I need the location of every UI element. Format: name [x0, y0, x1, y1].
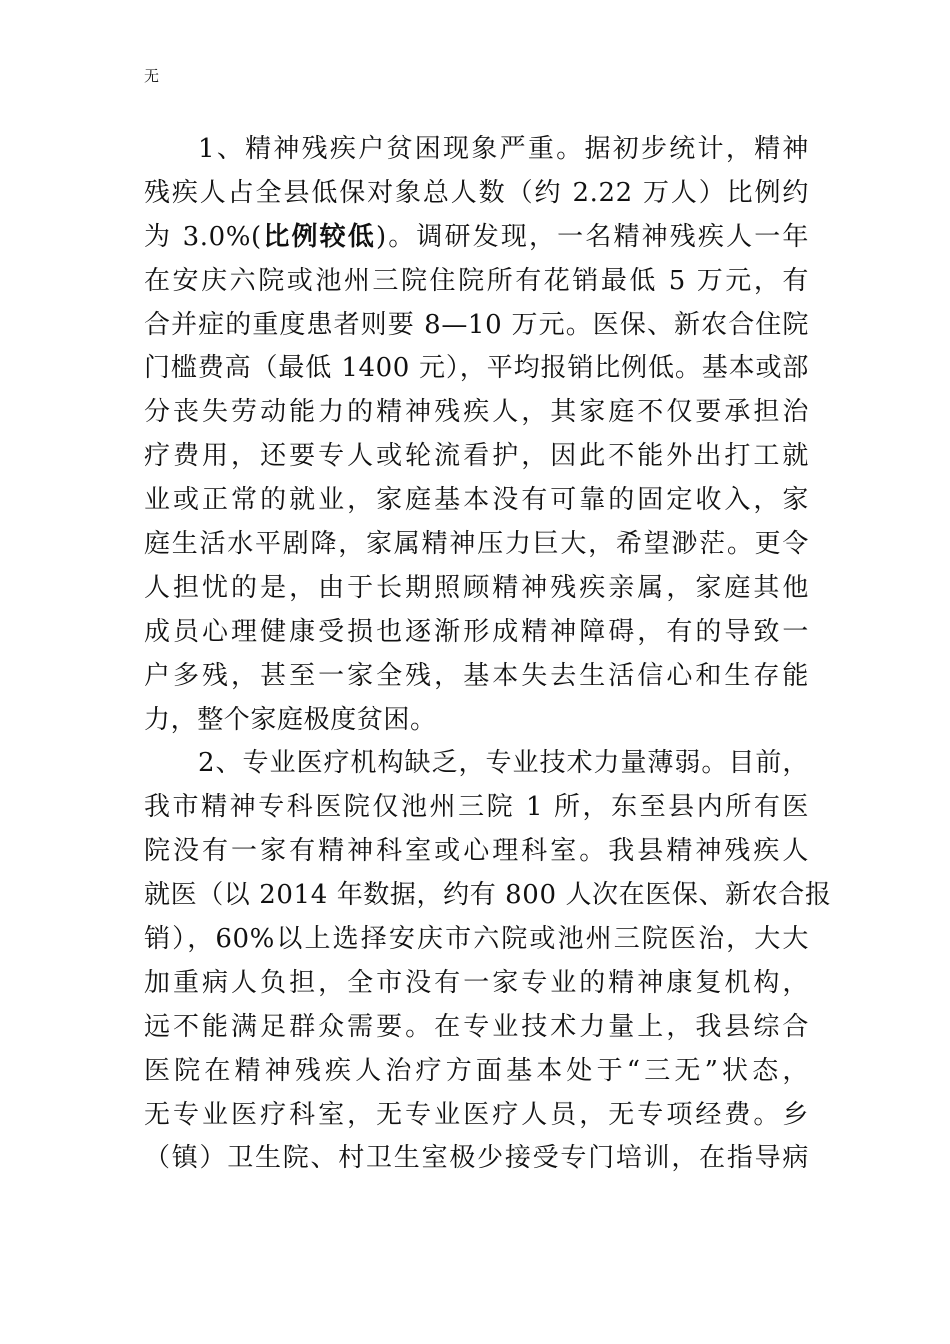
paragraph-1-line-6: 门槛费高（最低 1400 元），平均报销比例低。基本或部 — [144, 353, 809, 384]
paragraph-2-line-9: 无专业医疗科室，无专业医疗人员，无专项经费。乡 — [144, 1099, 809, 1130]
paragraph-2-line-1: 2、专业医疗机构缺乏，专业技术力量薄弱。目前， — [198, 748, 809, 779]
paragraph-2-line-8: 医院在精神残疾人治疗方面基本处于“三无”状态， — [144, 1055, 809, 1086]
paragraph-1-line-3-end: )。调研发现，一名精神残疾人一年 — [375, 221, 809, 252]
paragraph-1-line-7: 分丧失劳动能力的精神残疾人，其家庭不仅要承担治 — [144, 397, 809, 428]
paragraph-1-line-14: 力，整个家庭极度贫困。 — [144, 704, 437, 735]
paragraph-1-line-13: 户多残，甚至一家全残，基本失去生活信心和生存能 — [144, 660, 809, 691]
paragraph-1-line-11: 人担忧的是，由于长期照顾精神残疾亲属，家庭其他 — [144, 572, 809, 603]
paragraph-1-line-8: 疗费用，还要专人或轮流看护，因此不能外出打工就 — [144, 441, 809, 472]
paragraph-2-line-10: （镇）卫生院、村卫生室极少接受专门培训，在指导病 — [144, 1143, 809, 1174]
paragraph-1-line-4: 在安庆六院或池州三院住院所有花销最低 5 万元，有 — [144, 265, 809, 296]
bold-phrase: 比例较低 — [261, 221, 376, 252]
paragraph-2-line-3: 院没有一家有精神科室或心理科室。我县精神残疾人 — [144, 836, 809, 867]
paragraph-1-line-3 — [144, 216, 809, 260]
paragraph-2-line-5: 销），60%以上选择安庆市六院或池州三院医治，大大 — [144, 924, 809, 955]
paragraph-1-line-5: 合并症的重度患者则要 8—10 万元。医保、新农合住院 — [144, 309, 809, 340]
paragraph-2-line-4: 就医（以 2014 年数据，约有 800 人次在医保、新农合报 — [144, 880, 832, 911]
document-body — [144, 128, 832, 1181]
paragraph-1-line-12: 成员心理健康受损也逐渐形成精神障碍，有的导致一 — [144, 616, 809, 647]
paragraph-1-line-10: 庭生活水平剧降，家属精神压力巨大，希望渺茫。更令 — [144, 529, 809, 560]
paragraph-2-line-2: 我市精神专科医院仅池州三院 1 所，东至县内所有医 — [144, 792, 809, 823]
paragraph-1-line-1: 1、精神残疾户贫困现象严重。据初步统计，精神 — [198, 134, 809, 164]
paragraph-1-line-9: 业或正常的就业，家庭基本没有可靠的固定收入，家 — [144, 485, 809, 516]
paragraph-1-line-3-start: 为 3.0%( — [144, 221, 262, 252]
paragraph-2-line-6: 加重病人负担，全市没有一家专业的精神康复机构， — [144, 967, 809, 998]
paragraph-2-line-7: 远不能满足群众需要。在专业技术力量上，我县综合 — [144, 1011, 809, 1042]
header-mark: 无 — [144, 67, 160, 85]
paragraph-1-line-2: 残疾人占全县低保对象总人数（约 2.22 万人）比例约 — [144, 177, 809, 208]
